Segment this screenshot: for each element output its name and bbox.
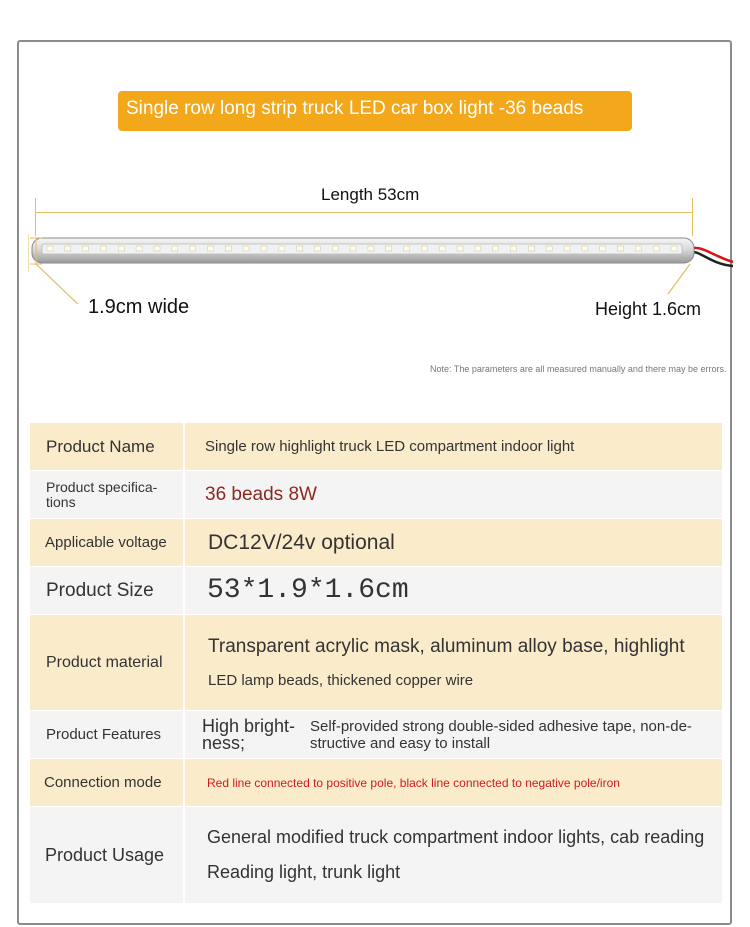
led-bead [582,246,588,251]
size-label: Product Size [30,567,185,614]
material-label: Product material [30,615,185,710]
product-name-value: Single row highlight truck LED compartment indoor light [205,438,575,455]
led-bead [261,246,267,251]
led-bead [101,246,107,251]
led-bead [154,246,160,251]
led-bead [297,246,303,251]
length-label: Length 53cm [321,185,420,204]
usage-line-1: General modified truck compartment indoor lights, cab reading [207,827,705,847]
voltage-label: Applicable voltage [30,519,185,566]
product-name-label: Product Name [30,423,185,470]
width-label: 1.9cm wide [88,296,190,318]
led-strip-light-image [28,234,738,304]
led-bead [386,246,392,251]
features-description: Self-provided strong double-sided adhesive tape, non-de-structive and easy to install [310,717,692,752]
led-bead [493,246,499,251]
table-row-voltage [30,519,722,566]
led-bead [350,246,356,251]
length-left-tick [35,198,36,236]
led-bead [618,246,624,251]
table-row-size [30,567,722,614]
specifications-value: 36 beads 8W [205,483,317,505]
led-bead [546,246,552,251]
led-bead [47,246,53,251]
features-value [185,711,722,758]
table-row-specifications [30,471,722,518]
material-value [185,615,722,710]
led-bead [600,246,606,251]
length-dimension-line [35,212,693,213]
led-bead [368,246,374,251]
led-bead [172,246,178,251]
features-title: High bright-ness; [202,715,296,753]
led-bead [528,246,534,251]
table-row-features [30,711,722,758]
usage-value [185,807,722,903]
led-bead [83,246,89,251]
led-bead [208,246,214,251]
length-right-tick [692,198,693,236]
table-row-product-name [30,423,722,470]
led-bead [511,246,517,251]
features-label: Product Features [30,711,185,758]
table-row-connection [30,759,722,806]
led-bead [190,246,196,251]
table-row-usage [30,807,722,903]
measurement-note: Note: The parameters are all measured manually and there may be errors. [430,364,727,374]
height-label: Height 1.6cm [595,299,702,319]
connection-label: Connection mode [30,759,185,806]
size-value: 53*1.9*1.6cm [207,575,409,606]
specifications-label: Product specifica-tions [30,471,185,518]
led-bead [314,246,320,251]
led-bead [653,246,659,251]
table-row-material [30,615,722,710]
led-bead [635,246,641,251]
led-bead [65,246,71,251]
connection-value: Red line connected to positive pole, black line connected to negative pole/iron [207,775,620,790]
led-bead [136,246,142,251]
led-bead [457,246,463,251]
usage-line-2: Reading light, trunk light [207,862,401,882]
voltage-value: DC12V/24v optional [208,530,395,554]
led-bead [279,246,285,251]
material-line-1: Transparent acrylic mask, aluminum alloy base, highlight [208,636,685,657]
usage-label: Product Usage [30,807,185,903]
led-bead [118,246,124,251]
led-bead [243,246,249,251]
led-bead [332,246,338,251]
led-bead [439,246,445,251]
led-bead [225,246,231,251]
led-bead [671,246,677,251]
led-bead [421,246,427,251]
title-banner: Single row long strip truck LED car box light -36 beads [118,91,632,131]
led-bead [564,246,570,251]
led-bead [404,246,410,251]
led-bead [475,246,481,251]
material-line-2: LED lamp beads, thickened copper wire [208,672,474,689]
